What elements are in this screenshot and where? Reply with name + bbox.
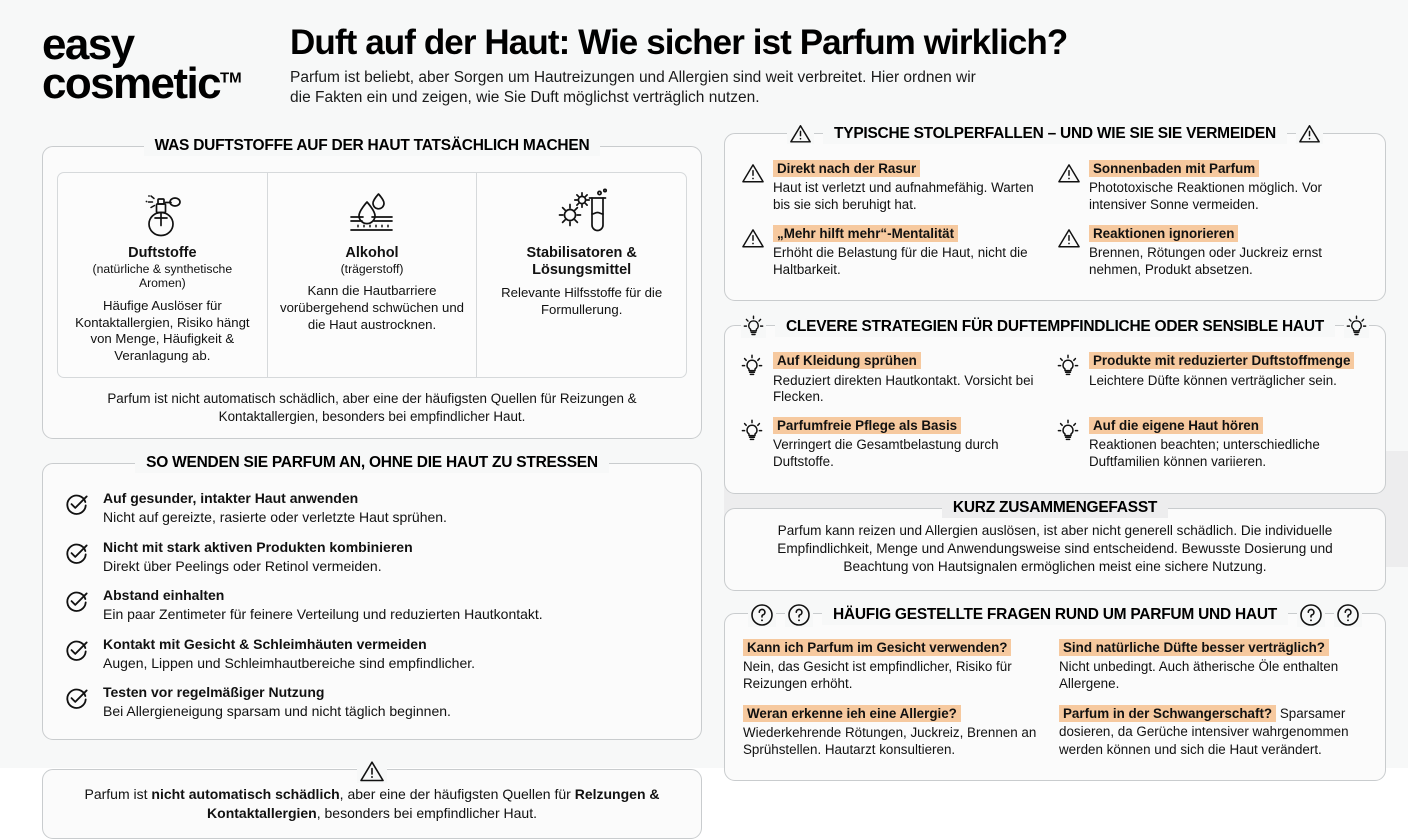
pitfall-text [1089,159,1363,214]
strategy-heading: Auf Kleidung sprühen [773,352,921,369]
howto-text [103,539,413,576]
howto-text [103,684,451,721]
list-item [1055,351,1371,416]
list-item [739,224,1055,289]
pitfall-heading: Direkt nach der Rasur [773,160,920,177]
faq-grid [725,614,1385,780]
list-item [1055,224,1371,289]
list-item [1055,159,1371,224]
warn-part-3: , besonders bei empfindlicher Haut. [316,804,537,821]
howto-desc: Ein paar Zentimeter für feinere Verteilung und reduzierten Hautkontakt. [103,606,543,623]
strategy-heading: Parfumfreie Pflege als Basis [773,417,961,434]
gears-test-tube-icon [487,187,676,239]
page-header [0,0,1408,128]
howto-desc: Bei Allergieneigung sparsam und nicht täglich beginnen. [103,703,451,720]
ingredient-desc: Kann die Hautbarriere vorübergehend schwüchen und die Haut austrocknen. [279,283,465,332]
pitfall-text [1089,224,1363,279]
warning-triangle-icon [1057,224,1081,249]
list-item [65,636,679,673]
summary-body: Parfum kann reizen und Allergien auslösen, ist aber nicht generell schädlich. Die individuelle Empfindlichkeit, Menge und Anwendungsweise sind entscheidend. Bewusste Dosierung und Beachtung von Hautsignalen ermöglichen meist eine sichere Nutzung. [777,522,1333,574]
list-item [739,704,1055,771]
ingredient-desc: Häufige Auslöser für Kontaktallergien, Risiko hängt von Menge, Häufigkeit & Veranlagung ab. [75,297,250,363]
howto-heading: Kontakt mit Gesicht & Schleimhäuten vermeiden [103,635,427,652]
list-item [65,490,679,527]
howto-heading: Nicht mit stark aktiven Produkten kombinieren [103,538,413,555]
check-circle-icon [65,636,91,662]
howto-heading: Auf gesunder, intakter Haut anwenden [103,490,359,507]
list-item [739,638,1055,704]
faq-answer: Nicht unbedingt. Auch ätherische Öle enthalten Allergene. [1059,659,1339,691]
faq-card [724,605,1386,781]
howto-text [103,490,447,527]
howto-desc: Direkt über Peelings oder Retinol vermeiden. [103,557,382,574]
pitfalls-grid [725,134,1385,300]
pitfall-heading: Sonnenbaden mit Parfum [1089,160,1259,177]
warning-triangle-icon [1057,159,1081,184]
faq-question: Sind natürliche Düfte besser verträglich? [1059,639,1329,656]
pitfall-desc: Erhöht die Belastung für die Haut, nicht die Haltbarkeit. [773,245,1028,277]
faq-question: Parfum in der Schwangerschaft? [1059,705,1276,722]
strategies-card [724,317,1386,493]
subtitle-line-2: die Fakten ein und zeigen, wie Sie Duft möglichst verträglich nutzen. [290,88,760,106]
lightbulb-icon [1057,416,1081,443]
ingredient-desc: Relevante Hilfsstoffe für die Formullerung. [501,285,663,317]
faq-answer: Nein, das Gesicht ist empfindlicher, Risiko für Reizungen erhöht. [743,659,1012,691]
bottom-warning-text [43,770,701,838]
ingredient-paren: (trägerstoff) [340,261,404,276]
brand-logo [42,20,290,108]
ingredients-card-title-wrap [43,136,701,156]
pitfall-desc: Phototoxische Reaktionen möglich. Vor intensiver Sonne vermeiden. [1089,180,1322,213]
water-droplet-skin-icon [278,187,467,239]
warn-part-1: Parfum ist [84,785,152,802]
strategy-text [773,416,1047,471]
list-item [1055,416,1371,481]
howto-heading: Testen vor regelmäßiger Nutzung [103,684,325,701]
list-item [1055,638,1371,704]
strategy-heading: Auf die eigene Haut hören [1089,417,1263,434]
check-circle-icon [65,490,91,516]
pitfall-heading: Reaktionen ignorieren [1089,225,1238,242]
warn-bold-2: Relzungen & Kontaktallergien [207,785,660,821]
list-item [1055,704,1371,771]
strategies-card-title: CLEVERE STRATEGIEN FÜR DUFTEMPFINDLICHE ODER SENSIBLE HAUT [775,317,1335,337]
list-item [65,539,679,576]
subtitle-line-1: Parfum ist beliebt, aber Sorgen um Hautreizungen und Allergien sind weit verbreitet. Hier ordnen wir [290,68,976,86]
pitfall-desc: Haut ist verletzt und aufnahmefähig. Warten bis sie sich beruhigt hat. [773,180,1034,213]
strategy-heading: Produkte mit reduzierter Duftstoffmenge [1089,352,1354,369]
ingredients-card-title: WAS DUFTSTOFFE AUF DER HAUT TATSÄCHLICH MACHEN [144,136,601,156]
warn-part-2: , aber eine der häufigsten Quellen für [339,785,575,802]
bottom-warning-card [42,769,702,839]
howto-desc: Augen, Lippen und Schleimhautbereiche sind empfindlicher. [103,654,476,671]
warn-bold-1: nicht automatisch schädlich [151,785,340,802]
pitfalls-card [724,124,1386,301]
pitfalls-card-title: TYPISCHE STOLPERFALLEN – UND WIE SIE SIE VERMEIDEN [823,124,1287,144]
pitfall-text [773,159,1047,214]
howto-text [103,636,475,673]
howto-card [42,454,702,740]
faq-question: Weran erkenne ieh eine Allergie? [743,705,961,722]
ingredient-paren: (natürliche & synthetische Aromen) [92,261,233,291]
right-column [724,124,1386,839]
strategy-desc: Reduziert direkten Hautkontakt. Vorsicht bei Flecken. [773,372,1034,405]
faq-card-title: HÄUFIG GESTELLTE FRAGEN RUND UM PARFUM UND HAUT [822,605,1288,625]
ingredient-cell-duftstoffe [58,173,267,377]
howto-text [103,587,543,624]
strategies-grid [725,326,1385,492]
strategy-text [773,351,1047,406]
list-item [739,416,1055,481]
list-item [739,351,1055,416]
howto-heading: Abstand einhalten [103,587,225,604]
summary-card [724,498,1386,591]
strategy-desc: Reaktionen beachten; unterschiedliche Duftfamilien können variieren. [1089,437,1320,470]
header-text-block [290,22,1067,108]
check-circle-icon [65,684,91,710]
strategy-text [1089,351,1363,389]
summary-card-title: KURZ ZUSAMMENGEFASST [942,498,1168,518]
howto-desc: Nicht auf gereizte, rasierte oder verletzte Haut sprühen. [103,509,447,526]
warning-triangle-icon [741,159,765,184]
ingredient-name: Duftstoffe [128,245,197,261]
list-item [65,587,679,624]
pitfall-heading: „Mehr hilft mehr“-Mentalität [773,225,958,242]
page-subtitle [290,68,1067,109]
strategy-text [1089,416,1363,471]
brand-line-1: easy [42,20,134,69]
trademark-symbol: TM [219,69,242,87]
perfume-bottle-icon [68,187,257,239]
lightbulb-icon [1057,351,1081,378]
content-columns [0,124,1408,839]
pitfall-desc: Brennen, Rötungen oder Juckreiz ernst nehmen, Produkt absetzen. [1089,245,1322,277]
page-title: Duft auf der Haut: Wie sicher ist Parfum wirklich? [290,23,1068,62]
list-item [65,684,679,721]
ingredient-cell-alkohol [267,173,477,377]
pitfall-text [773,224,1047,279]
brand-line-2: cosmetic™ [42,58,242,108]
list-item [739,159,1055,224]
left-column [42,128,702,839]
faq-answer: Sparsamer dosieren, da Gerüche intensiver wahrgenommen werden können und sich die Haut verändert. [1059,705,1349,758]
ingredient-cell-stabilisatoren [476,173,686,377]
check-circle-icon [65,539,91,565]
howto-list [43,464,701,739]
warning-triangle-icon [741,224,765,249]
faq-question: Kann ich Parfum im Gesicht verwenden? [743,639,1011,656]
ingredient-name: Stabilisatoren & Lösungsmittel [526,245,637,278]
ingredients-grid [57,172,687,378]
ingredient-name: Alkohol [345,245,399,261]
faq-question-inline-block [1059,705,1349,758]
strategy-desc: Leichtere Düfte können verträglicher sein. [1089,372,1337,388]
lightbulb-icon [741,351,765,378]
strategy-desc: Verringert die Gesamtbelastung durch Duftstoffe. [773,437,999,470]
ingredients-card [42,137,702,439]
faq-answer: Wiederkehrende Rötungen, Juckreiz, Brennen an Sprühstellen. Hautarzt konsultieren. [743,724,1037,757]
howto-card-title: SO WENDEN SIE PARFUM AN, OHNE DIE HAUT ZU STRESSEN [135,453,609,473]
lightbulb-icon [741,416,765,443]
check-circle-icon [65,587,91,613]
ingredients-card-footer: Parfum ist nicht automatisch schädlich, aber eine der häufigsten Quellen für Reizungen & Kontaktallergien, besonders bei empfindlicher Haut. [107,391,637,424]
